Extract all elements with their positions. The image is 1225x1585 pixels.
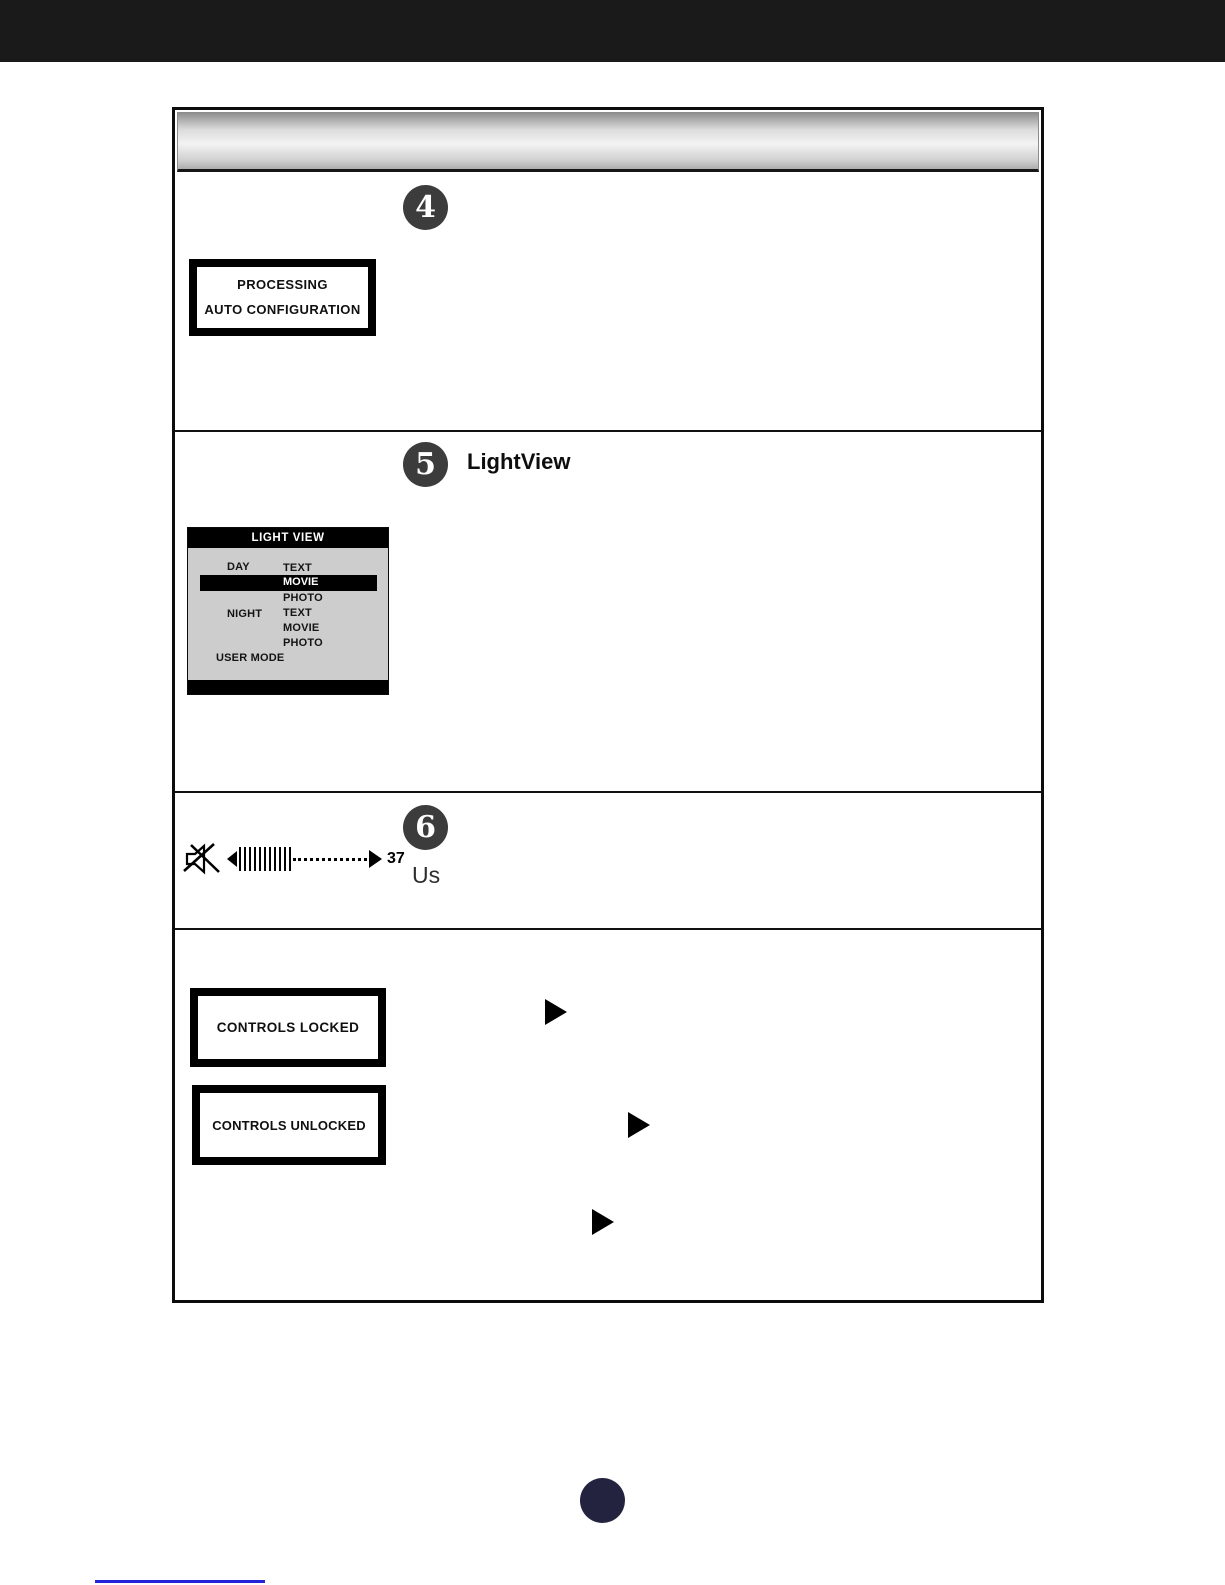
step-4-number: 4 [415, 190, 436, 225]
volume-right-arrow-icon [369, 850, 382, 868]
volume-dotted-track [293, 858, 367, 861]
volume-level-bars [239, 847, 291, 871]
menu-option-night-text: TEXT [283, 607, 312, 619]
play-arrow-icon [592, 1209, 614, 1235]
menu-option-selected: MOVIE [283, 576, 319, 588]
mute-speaker-icon [181, 839, 223, 879]
lightview-osd-menu [187, 527, 389, 695]
controls-locked-osd [190, 988, 386, 1067]
step-5-circle [403, 442, 448, 487]
step-5-number: 5 [415, 447, 436, 482]
step-6-number: 6 [415, 810, 436, 845]
play-arrow-icon [545, 999, 567, 1025]
osd-line: CONTROLS UNLOCKED [212, 1117, 366, 1133]
menu-option-night-movie: MOVIE [283, 622, 320, 634]
volume-value: 37 [387, 850, 405, 867]
menu-label-user-mode: USER MODE [216, 652, 285, 664]
menu-label-night: NIGHT [227, 608, 263, 620]
footer-link[interactable] [95, 1580, 265, 1583]
lightview-menu-title: LIGHT VIEW [188, 528, 388, 548]
table-header-bar [177, 112, 1039, 172]
menu-label-day: DAY [227, 561, 250, 573]
section-divider [175, 430, 1041, 432]
step-4-circle [403, 185, 448, 230]
section-divider [175, 928, 1041, 930]
osd-line: PROCESSING [237, 276, 328, 292]
page-number-dot [580, 1478, 625, 1523]
play-arrow-icon [628, 1112, 650, 1138]
lightview-heading: LightView [467, 449, 571, 474]
osd-line: CONTROLS LOCKED [216, 1020, 360, 1035]
controls-unlocked-osd [192, 1085, 386, 1165]
menu-option-night-photo: PHOTO [283, 637, 323, 649]
partial-body-text: Us [412, 862, 441, 888]
section-divider [175, 791, 1041, 793]
processing-osd-box [189, 259, 376, 336]
step-6-circle [403, 805, 448, 850]
volume-left-arrow-icon [227, 851, 237, 867]
osd-line: AUTO CONFIGURATION [204, 301, 361, 317]
menu-option-day-photo: PHOTO [283, 592, 323, 604]
menu-footer-bar [188, 680, 388, 694]
top-header-bar [0, 0, 1225, 62]
volume-osd [181, 838, 405, 880]
selected-option-highlight [200, 575, 377, 591]
menu-option-day-text: TEXT [283, 562, 312, 574]
